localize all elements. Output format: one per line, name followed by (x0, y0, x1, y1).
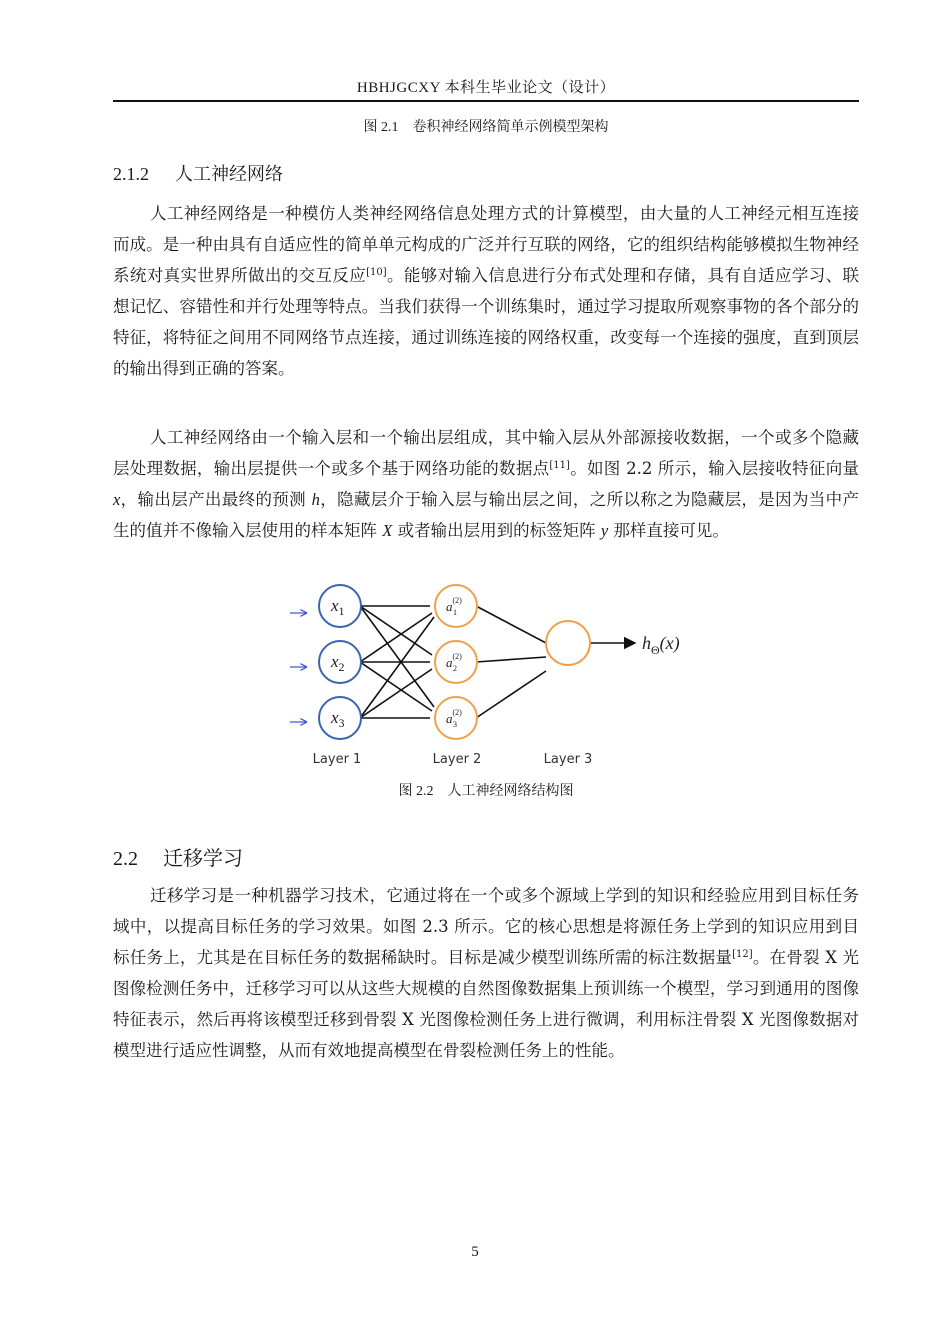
math-var: y (600, 521, 609, 540)
paragraph-ann-layers (113, 422, 859, 546)
text-run: 迁移学习是一种机器学习技术，它通过将在一个或多个源域上学到的知识和经验应用到目标任务域中，以提高目标任务的学习效果。如图 2.3 所示。它的核心思想是将源任务上学到的知识应用到目标任务上，尤其是在目标任务的数据稀缺时。目标是减少模型训练所需的标注数据量 (113, 886, 859, 967)
text-run: 。如图 2.2 所示，输入层接收特征向量 (569, 459, 860, 478)
output-label: h (642, 633, 651, 653)
edge (476, 606, 546, 643)
figure-2-1-caption (113, 116, 859, 136)
page-number: 5 (471, 1244, 479, 1260)
text-run: 或者输出层用到的标签矩阵 (392, 521, 601, 540)
text-run: 那样直接可见。 (608, 521, 729, 540)
text-run: ，隐藏层介于输入层与输出层之间，之所以称之为隐藏层，是因为当中产生的值并不像输入层使用的样本矩阵 (113, 490, 860, 540)
page-header: HBHJGCXY 本科生毕业论文（设计） (356, 80, 616, 96)
layer-label: Layer 3 (543, 752, 593, 767)
edge (360, 606, 432, 655)
output-subscript: Θ (651, 643, 660, 657)
citation: [10] (366, 267, 387, 278)
math-var: h (311, 490, 320, 509)
connections-layer2-layer3 (476, 606, 546, 718)
edge (360, 669, 432, 718)
math-var: x (113, 490, 121, 509)
hidden-superscript: (2) (452, 596, 462, 605)
hidden-label: a (446, 711, 453, 726)
section-number: 2.2 (113, 848, 138, 870)
section-heading-2-1-2 (113, 160, 283, 186)
hidden-label: a (446, 599, 453, 614)
text-run: 。在骨裂 X 光图像检测任务中，迁移学习可以从这些大规模的自然图像数据集上预训练一个模型，学习到通用的图像特征表示，然后再将该模型迁移到骨裂 X 光图像检测任务上进行微调，利用标注骨裂 X 光图像数据对模型进行适应性调整，从而有效地提高模型在骨裂检测任务上的性能。 (113, 948, 859, 1060)
figure-caption-text: 卷积神经网络简单示例模型架构 (412, 119, 609, 135)
math-var: X (382, 521, 393, 540)
hidden-subscript: 3 (453, 720, 457, 729)
input-label: x (331, 596, 339, 615)
hidden-layer (435, 585, 477, 739)
edge (476, 657, 546, 662)
output-formula (642, 633, 680, 657)
input-layer (319, 585, 361, 739)
output-argument: (x) (659, 633, 680, 653)
hidden-superscript: (2) (452, 652, 462, 661)
hidden-node (435, 697, 477, 739)
citation: [12] (732, 949, 753, 960)
layer-label: Layer 1 (312, 752, 362, 767)
citation: [11] (549, 460, 570, 471)
text-run: 人工神经网络是一种模仿人类神经网络信息处理方式的计算模型，由大量的人工神经元相互连接而成。是一种由具有自适应性的简单单元构成的广泛并行互联的网络，它的组织结构能够模拟生物神经系统对真实世界所做出的交互反应 (113, 204, 859, 285)
hidden-superscript: (2) (452, 708, 462, 717)
text-run: 。能够对输入信息进行分布式处理和存储，具有自适应学习、联想记忆、容错性和并行处理等特点。当我们获得一个训练集时，通过学习提取所观察事物的各个部分的特征，将特征之间用不同网络节点连接，通过训练连接的网络权重，改变每一个连接的强度，直到顶层的输出得到正确的答案。 (113, 266, 860, 378)
figure-number: 图 2.1 (363, 120, 399, 135)
hidden-subscript: 1 (453, 608, 457, 617)
layer-label: Layer 2 (432, 752, 482, 767)
edge (360, 606, 434, 707)
edge (360, 617, 434, 718)
figure-2-2-caption (113, 780, 859, 800)
hidden-node (435, 641, 477, 683)
hidden-subscript: 2 (453, 664, 457, 673)
edge (476, 671, 546, 718)
input-subscript: 1 (338, 604, 345, 618)
input-subscript: 2 (338, 660, 345, 674)
connections-layer1-layer2 (360, 606, 434, 718)
header-rule (113, 100, 859, 102)
input-arrows (290, 613, 306, 722)
text-run: ，输出层产出最终的预测 (120, 490, 312, 509)
text-run: 人工神经网络由一个输入层和一个输出层组成，其中输入层从外部源接收数据，一个或多个隐藏层处理数据，输出层提供一个或多个基于网络功能的数据点 (113, 428, 859, 478)
section-number: 2.1.2 (113, 164, 149, 184)
figure-number: 图 2.2 (398, 784, 434, 799)
hidden-label: a (446, 655, 453, 670)
paragraph-ann-intro (113, 198, 859, 384)
neural-network-diagram (280, 583, 700, 773)
output-node (546, 621, 590, 665)
input-subscript: 3 (338, 716, 345, 730)
hidden-node (435, 585, 477, 627)
input-label: x (331, 652, 339, 671)
section-title: 人工神经网络 (175, 164, 283, 185)
section-heading-2-2 (113, 842, 243, 871)
input-label: x (331, 708, 339, 727)
section-title: 迁移学习 (163, 846, 243, 870)
figure-caption-text: 人工神经网络结构图 (447, 783, 574, 799)
paragraph-transfer-learning (113, 880, 859, 1066)
